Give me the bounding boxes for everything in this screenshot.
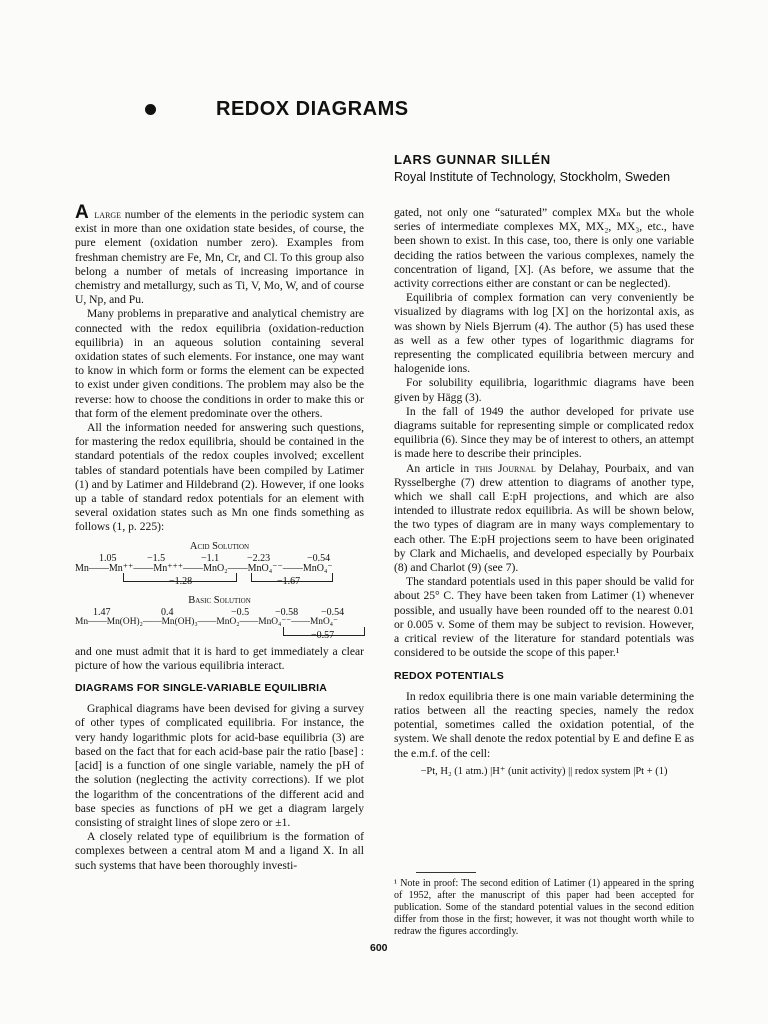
paragraph: For solubility equilibria, logarithmic diagrams have been given by Hägg (3). <box>394 376 694 404</box>
basic-potential-scheme <box>75 607 364 645</box>
paragraph-text: by Delahay, Pourbaix, and van Rysselberghe (7) drew attention to diagrams of another type, which we shall call E:pH projections, and which are also intended to illustrate redox equilibria. As will be shown below, the two types of diagram are in many ways complementary to each other. The E:pH projections seem to have been originated by Clark and Michaelis, and developed especially by Pourbaix (8) and Charlot (9) (see 7). <box>394 461 694 575</box>
left-column <box>75 202 364 873</box>
potential-value: −0.54 <box>321 606 345 618</box>
section-heading: REDOX POTENTIALS <box>394 669 504 682</box>
paragraph: The standard potentials used in this paper should be valid for about 25° C. They have been taken from Latimer (1) whenever possible, and usually have been rounded off to the nearest 0.01 or 0.005 v. Some of them may be subject to revision. However, a critical review of the literature for standard potentials was considered to be outside the scope of this paper.¹ <box>394 575 694 660</box>
paragraph: All the information needed for answering such questions, for mastering the redox equilibria, should be contained in the standard potentials of the redox couples involved; excellent tables of standard potentials have been compiled by Latimer (1) and by Latimer and Hildebrand (2). However, if one looks up a table of standard redox potentials for an element with several oxidation states such as Mn one finds something as follows (1, p. 225): <box>75 421 364 534</box>
right-column <box>394 206 694 783</box>
bullet-icon <box>145 104 156 115</box>
author-affiliation: Royal Institute of Technology, Stockholm, Sweden <box>394 170 671 184</box>
potential-value: −1.28 <box>169 575 193 587</box>
acid-solution-title: Acid Solution <box>189 540 250 552</box>
footnote-rule <box>416 872 476 873</box>
drop-cap: A <box>75 202 89 223</box>
potential-value: −0.57 <box>311 629 335 641</box>
paragraph: In redox equilibria there is one main variable determining the ratios between all the reacting species, namely the redox potential, sometimes called the oxidation potential, of the system. We shall denote the redox potential by E and define E as the e.m.f. of the cell: <box>394 689 694 760</box>
page-number: 600 <box>370 942 388 954</box>
potential-value: −2.23 <box>247 552 271 564</box>
paragraph <box>75 202 364 307</box>
potential-value: 1.05 <box>99 552 117 564</box>
potential-value: −1.1 <box>201 552 220 564</box>
acid-potential-scheme <box>75 553 364 591</box>
paragraph: gated, not only one “saturated” complex MXₙ but the whole series of intermediate complexes MX, MX₂, MX₃, etc., have been shown to exist. In this case, too, there is only one variable deciding the ratios between the various complexes, namely the concentration of ligand, [X]. (As before, we assume that the activity corrections either are constant or can be neglected). <box>394 206 694 291</box>
paragraph-text: An article in <box>406 461 470 475</box>
cell-equation: −Pt, H₂ (1 atm.) |H⁺ (unit activity) || redox system |Pt + (1) <box>420 765 668 777</box>
footnote: ¹ Note in proof: The second edition of Latimer (1) appeared in the spring of 1952, after the manuscript of this paper had been accepted for publication. Some of the standard potential values in the second edition differ from those in the first; however, it was not thought worth while to redraw the figures accordingly. <box>394 878 694 937</box>
basic-solution-title: Basic Solution <box>188 594 251 606</box>
paragraph: Many problems in preparative and analytical chemistry are connected with the redox equilibria (oxidation-reduction equilibria) in an aqueous solution containing several oxidation states of such elements. For instance, one may want to know in which form or forms the element can be expected to exist under given conditions. The problem may also be the reverse: how to choose the conditions in order to make this or that form of the element predominate over the others. <box>75 307 364 420</box>
small-caps-text: large <box>94 208 122 221</box>
potential-value: −1.67 <box>277 575 301 587</box>
paragraph: and one must admit that it is hard to get immediately a clear picture of how the various equilibria interact. <box>75 644 364 672</box>
redox-chain: Mn——Mn⁺⁺——Mn⁺⁺⁺——MnO₂——MnO₄⁻⁻——MnO₄⁻ <box>75 562 333 574</box>
journal-name: this Journal <box>474 461 536 475</box>
section-heading: DIAGRAMS FOR SINGLE-VARIABLE EQUILIBRIA <box>75 682 328 695</box>
redox-chain: Mn——Mn(OH)₂——Mn(OH)₃——MnO₂——MnO₄⁻⁻——MnO₄⁻ <box>75 616 338 627</box>
potential-value: −1.5 <box>147 552 166 564</box>
potential-value: −0.5 <box>231 606 250 618</box>
potential-value: −0.58 <box>275 606 299 618</box>
paragraph: Graphical diagrams have been devised for giving a survey of other types of complicated equilibria. For instance, the very handy logarithmic plots for acid-base equilibria (3) are based on the fact that for each acid-base pair the ratio [base] : [acid] is a function of one single variable, namely the pH of the solution (neglecting the activity corrections). If we plot the logarithm of the concentrations of the different acid and base species as functions of pH we get a diagram largely consisting of straight lines of slope zero or ±1. <box>75 702 364 829</box>
paragraph: A closely related type of equilibrium is the formation of complexes between a central atom M and a ligand X. In all such systems that have been thoroughly investi- <box>75 830 364 872</box>
paragraph <box>394 462 694 576</box>
paragraph: Equilibria of complex formation can very conveniently be visualized by diagrams with log [X] on the horizontal axis, as was shown by Niels Bjerrum (4). The author (5) has used these as well as a few other types of logarithmic diagrams for representing the complicated equilibria between mercury and halogenide ions. <box>394 291 694 376</box>
potential-value: 0.4 <box>161 606 174 618</box>
potential-value: 1.47 <box>93 606 111 618</box>
article-title: REDOX DIAGRAMS <box>216 98 409 120</box>
paragraph: In the fall of 1949 the author developed for private use diagrams suitable for representing simple or complicated redox equilibria (6). Since they may be of interest to others, an attempt is made here to describe their principles. <box>394 404 694 461</box>
potential-value: −0.54 <box>307 552 331 564</box>
paragraph-text: number of the elements in the periodic system can exist in more than one oxidation state besides, of course, the pure element (oxidation number zero). Examples from freshman chemistry are Fe, Mn, Cr, and Cl. To this group also belong a number of metals of increasing importance in chemistry and metallurgy, such as Ti, V, Mo, W, and of course U, Np, and Pu. <box>75 208 364 307</box>
author-name: LARS GUNNAR SILLÉN <box>394 152 551 167</box>
